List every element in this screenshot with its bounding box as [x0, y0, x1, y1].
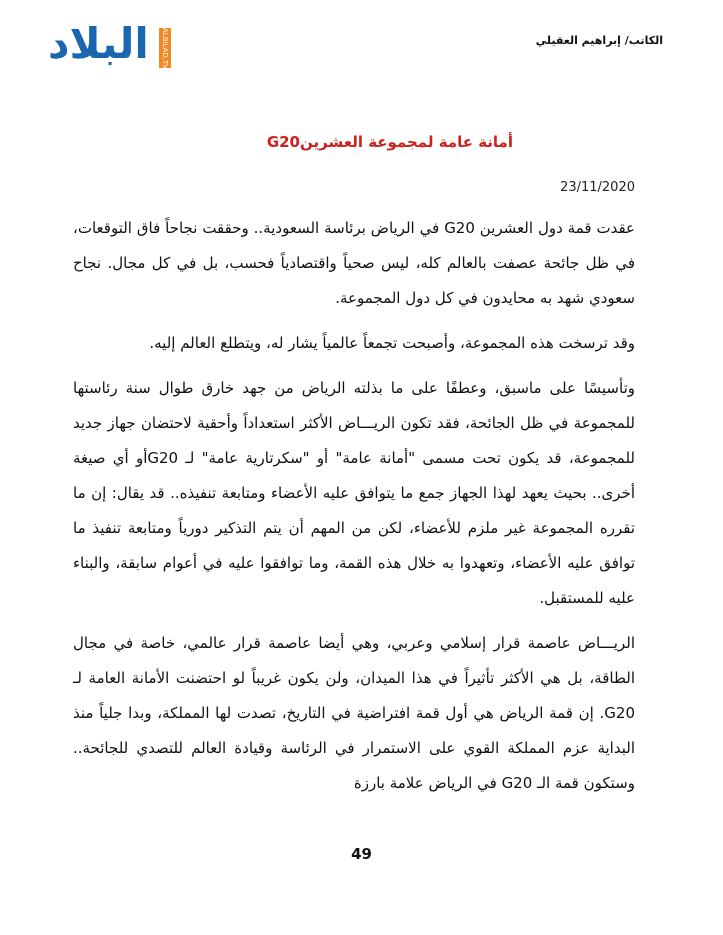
- article-date: 23/11/2020: [560, 180, 635, 195]
- paragraph: وقد ترسخت هذه المجموعة، وأصبحت تجمعاً عالمياً يشار له، ويتطلع العالم إليه.: [149, 334, 635, 352]
- paragraph: الريـــاض عاصمة قرار إسلامي وعربي، وهي أيضا عاصمة قرار عالمي، خاصة في مجال الطاقة، بل هي الأكثر تأثيراً في هذا الميدان، ولن يكون غريباً لو احتضنت الأمانة العامة لـ G20. إن قمة الرياض هي أول قمة افتراضية في التاريخ، تصدت لها المملكة، وبدا جلياً منذ البداية عزم المملكة القوي على الاستمرار في الرئاسة وقيادة العالم للتصدي للجائحة.. وستكون قمة الـ G20 في الرياض علامة بارزة: [73, 634, 635, 792]
- article-title: أمانة عامة لمجموعة العشرينG20: [266, 133, 513, 151]
- logo-wordmark: البلاد: [48, 19, 149, 68]
- page-number: 49: [351, 845, 372, 863]
- albilad-logo: [48, 18, 178, 70]
- article-body: [73, 211, 635, 801]
- author-name: الكاتب/ إبراهيم العقيلي: [535, 34, 663, 47]
- logo-tv-tag: ALBILAD.TV: [161, 28, 169, 70]
- paragraph: عقدت قمة دول العشرين G20 في الرياض برئاسة السعودية.. وحققت نجاحاً فاق التوقعات، في ظل جائحة عصفت بالعالم كله، ليس صحياً واقتصادياً فحسب، بل في كل مجال. نجاح سعودي شهد به محايدون في كل دول المجموعة.: [73, 219, 635, 307]
- paragraph: وتأسيسًا على ماسبق، وعطفًا على ما بذلته الرياض من جهد خارق طوال سنة رئاستها للمجموعة في ظل الجائحة، فقد تكون الريـــاض الأكثر استعداداً وأحقية لاحتضان جهاز جديد للمجموعة، قد يكون تحت مسمى "أمانة عامة" أو "سكرتارية عامة" لـ G20أو أي صيغة أخرى.. بحيث يعهد لهذا الجهاز جمع ما يتوافق عليه الأعضاء ومتابعة تنفيذه.. قد يقال: إن ما تقرره المجموعة غير ملزم للأعضاء، لكن من المهم أن يتم التذكير دورياً ومتابعة تنفيذ ما توافق عليه الأعضاء، وتعهدوا به خلال هذه القمة، وما توافقوا عليه في أعوام سابقة، والبناء عليه للمستقبل.: [73, 379, 635, 607]
